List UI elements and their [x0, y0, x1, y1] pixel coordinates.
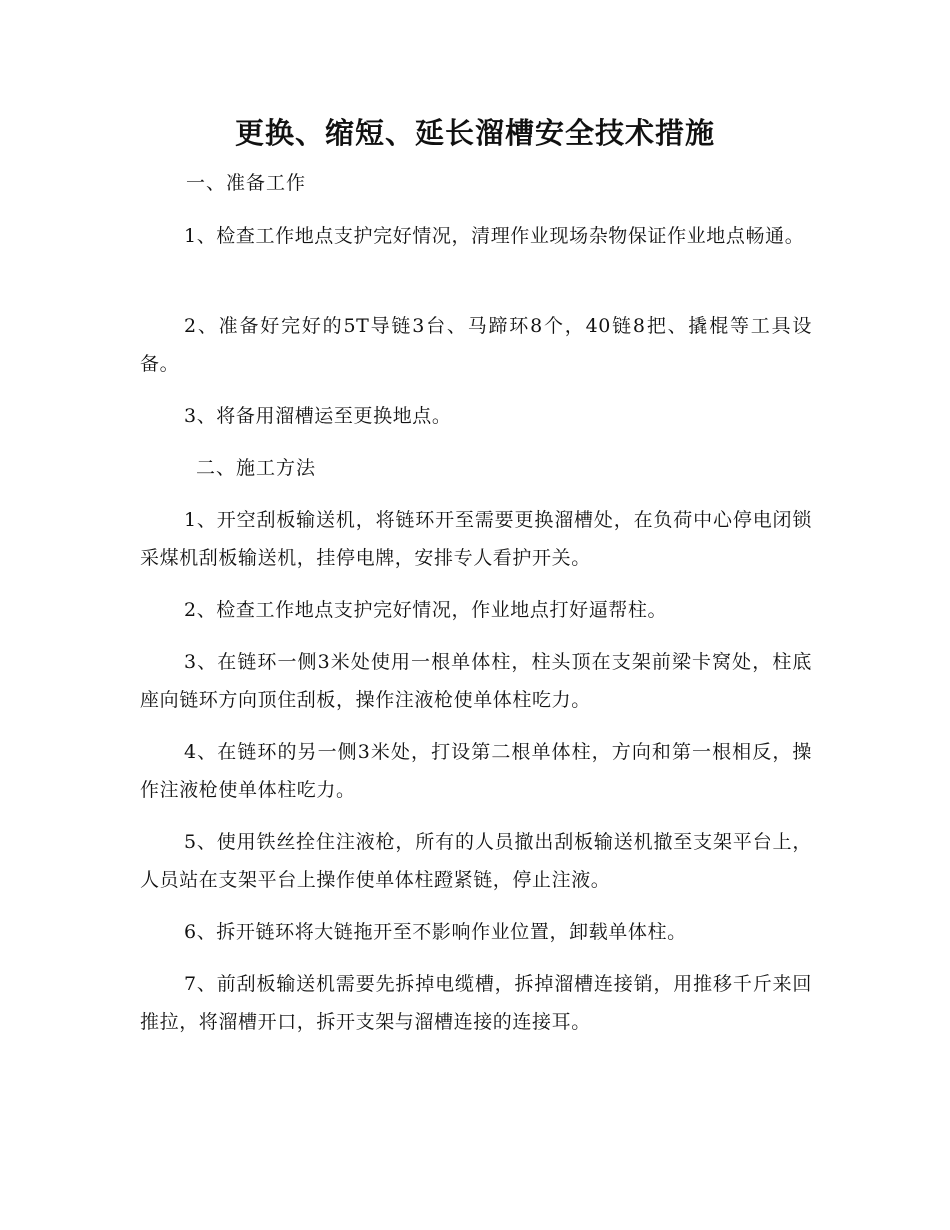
- section-heading-method: 二、施工方法: [196, 457, 317, 479]
- method-item-3: 3、在链环一侧3米处使用一根单体柱，柱头顶在支架前梁卡窝处，柱底座向链环方向顶住刮板，操作注液枪使单体柱吃力。: [140, 651, 812, 711]
- method-item-1: 1、开空刮板输送机，将链环开至需要更换溜槽处，在负荷中心停电闭锁采煤机刮板输送机，挂停电牌，安排专人看护开关。: [140, 509, 812, 569]
- method-item-2: 2、检查工作地点支护完好情况，作业地点打好逼帮柱。: [184, 599, 668, 621]
- method-item-6: 6、拆开链环将大链拖开至不影响作业位置，卸载单体柱。: [184, 921, 687, 943]
- preparation-item-2: 2、准备好完好的5T导链3台、马蹄环8个，40链8把、撬棍等工具设备。: [140, 315, 812, 375]
- method-item-4: 4、在链环的另一侧3米处，打设第二根单体柱，方向和第一根相反，操作注液枪使单体柱吃力。: [140, 741, 812, 801]
- method-item-5: 5、使用铁丝拴住注液枪，所有的人员撤出刮板输送机撤至支架平台上，人员站在支架平台上操作使单体柱蹬紧链，停止注液。: [140, 831, 812, 891]
- section-heading-preparation: 一、准备工作: [186, 172, 307, 194]
- preparation-item-1: 1、检查工作地点支护完好情况，清理作业现场杂物保证作业地点畅通。: [184, 225, 805, 247]
- preparation-item-3: 3、将备用溜槽运至更换地点。: [184, 405, 452, 427]
- document-title: 更换、缩短、延长溜槽安全技术措施: [234, 116, 715, 150]
- method-item-7: 7、前刮板输送机需要先拆掉电缆槽，拆掉溜槽连接销，用推移千斤来回推拉，将溜槽开口，拆开支架与溜槽连接的连接耳。: [140, 973, 812, 1033]
